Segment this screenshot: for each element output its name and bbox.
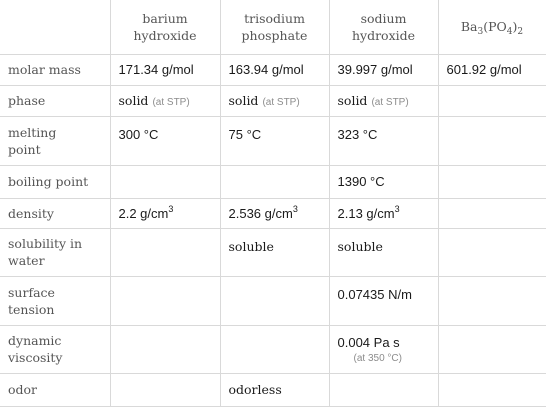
cell-value	[329, 85, 438, 116]
cell-empty	[110, 165, 220, 198]
cell-empty	[220, 276, 329, 325]
formula-subscript: 2	[517, 27, 524, 38]
column-header-sodium-hydroxide	[329, 0, 438, 54]
row-label-line: surface	[8, 284, 55, 300]
condition-note: (at STP)	[371, 97, 409, 108]
row-label-line: melting	[8, 124, 57, 140]
cell-value: 171.34 g/mol	[110, 54, 220, 85]
formula-part: Ba	[460, 19, 478, 35]
cell-value	[220, 198, 329, 228]
column-header-barium-hydroxide	[110, 0, 220, 54]
cell-value: 75 °C	[220, 116, 329, 165]
row-label: molar mass	[0, 54, 110, 85]
cell-empty	[438, 116, 546, 165]
cell-empty	[110, 373, 220, 406]
row-label	[0, 228, 110, 276]
condition-note: (at STP)	[262, 97, 300, 108]
density-value: 2.13 g/cm	[337, 205, 395, 221]
cell-value: 163.94 g/mol	[220, 54, 329, 85]
cell-empty	[438, 198, 546, 228]
cell-value	[329, 198, 438, 228]
condition-note: (at 350 °C)	[353, 352, 402, 364]
viscosity-value: 0.004 Pa s	[337, 334, 400, 350]
column-header-text: phosphate	[241, 27, 308, 43]
cell-value	[110, 85, 220, 116]
row-density	[0, 198, 546, 228]
row-label	[0, 276, 110, 325]
cell-value: soluble	[329, 228, 438, 276]
density-value: 2.2 g/cm	[118, 205, 169, 221]
formula-subscript: 3	[477, 27, 484, 38]
cell-value	[220, 85, 329, 116]
row-label-line: water	[8, 253, 45, 268]
row-label-line: viscosity	[8, 350, 63, 365]
cell-value: 300 °C	[110, 116, 220, 165]
cell-value: 39.997 g/mol	[329, 54, 438, 85]
phase-value: solid	[337, 93, 368, 108]
cell-empty	[438, 165, 546, 198]
unit-exponent: 3	[168, 203, 174, 214]
phase-value: solid	[228, 93, 259, 108]
density-value: 2.536 g/cm	[228, 205, 293, 221]
cell-empty	[110, 276, 220, 325]
column-header-text: hydroxide	[133, 27, 197, 43]
row-label: odor	[0, 373, 110, 406]
cell-empty	[329, 373, 438, 406]
row-label	[0, 116, 110, 165]
cell-empty	[220, 165, 329, 198]
cell-value	[329, 325, 438, 373]
row-label: boiling point	[0, 165, 110, 198]
row-label-line: point	[8, 141, 41, 157]
header-row	[0, 0, 546, 54]
cell-value: 601.92 g/mol	[438, 54, 546, 85]
cell-value: 323 °C	[329, 116, 438, 165]
column-header-text: barium	[142, 10, 188, 26]
cell-value: soluble	[220, 228, 329, 276]
condition-note: (at STP)	[152, 97, 190, 108]
row-odor	[0, 373, 546, 406]
cell-empty	[110, 228, 220, 276]
column-header-text: trisodium	[244, 10, 305, 26]
row-phase	[0, 85, 546, 116]
row-label: density	[0, 198, 110, 228]
cell-value	[110, 198, 220, 228]
phase-value: solid	[118, 93, 149, 108]
row-label-line: solubility in	[8, 236, 83, 251]
row-label: phase	[0, 85, 110, 116]
column-header-text: sodium	[360, 10, 407, 26]
cell-empty	[110, 325, 220, 373]
row-surface-tension	[0, 276, 546, 325]
row-melting-point	[0, 116, 546, 165]
cell-empty	[438, 373, 546, 406]
cell-value: 0.07435 N/m	[329, 276, 438, 325]
column-header-text: hydroxide	[351, 27, 416, 43]
cell-empty	[220, 325, 329, 373]
row-label	[0, 325, 110, 373]
column-header-trisodium-phosphate	[220, 0, 329, 54]
formula-part: )	[512, 19, 518, 35]
cell-empty	[438, 276, 546, 325]
corner-cell	[0, 0, 110, 54]
cell-value: 1390 °C	[329, 165, 438, 198]
cell-value: odorless	[220, 373, 329, 406]
formula-subscript: 4	[506, 27, 513, 38]
column-header-barium-phosphate	[438, 0, 546, 54]
row-label-line: dynamic	[8, 333, 62, 348]
row-boiling-point	[0, 165, 546, 198]
row-molar-mass	[0, 54, 546, 85]
row-solubility	[0, 228, 546, 276]
row-label-line: tension	[8, 301, 55, 317]
cell-empty	[438, 325, 546, 373]
unit-exponent: 3	[394, 203, 400, 214]
cell-empty	[438, 228, 546, 276]
row-dynamic-viscosity	[0, 325, 546, 373]
formula-part: (PO	[483, 19, 507, 35]
unit-exponent: 3	[292, 203, 298, 214]
cell-empty	[438, 85, 546, 116]
